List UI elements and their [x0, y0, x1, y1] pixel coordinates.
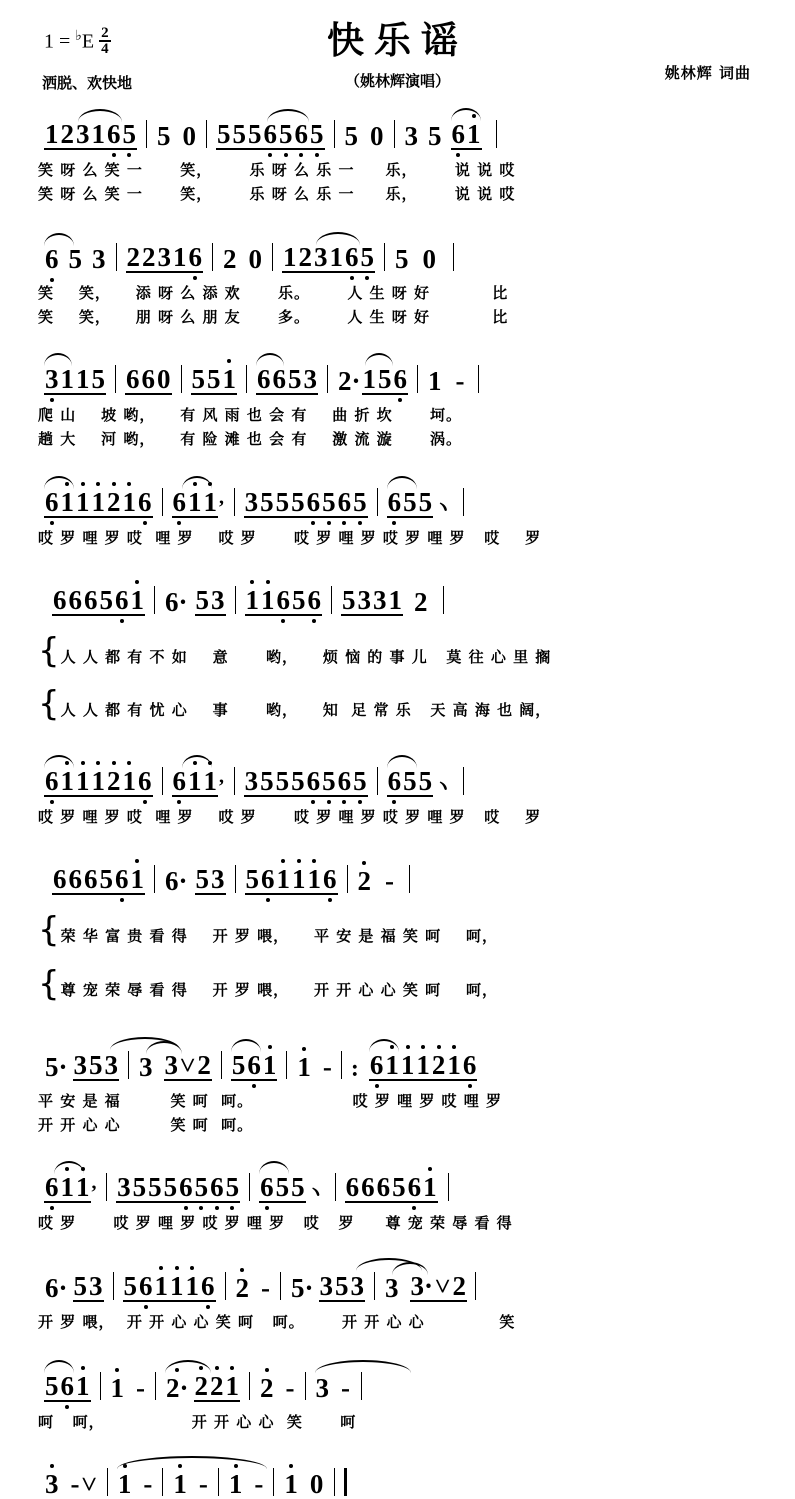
notes-row-9: 6 1 1 ʼ 3 5 5 5 6 5 6 5 6 5 5 ヽ 6 6 6 5 6 1: [38, 1163, 757, 1203]
system-7: [38, 829, 757, 1010]
lyrics-verse1-11: 呵 呵， 开 开 心 心 笑 呵: [38, 1412, 357, 1431]
lyrics-verse2-7: {尊 宠 荣 辱 看 得 开 罗 喂， 开 开 心 心 笑 呵 呵，: [38, 964, 498, 1005]
notes-row-8: 5· 3 5 3 3 3 ˅ 2 5 6 1 1 - : 6 1 1 1 2 1 6: [38, 1041, 757, 1081]
system-4: [38, 452, 757, 550]
system-1: [38, 96, 757, 207]
system-9: [38, 1137, 757, 1235]
notes-row-5: 6 6 6 5 6 1 6· 5 3 1 1 6 5 6 5 3 3 1 2: [38, 576, 757, 616]
lyrics-verse1-7-text: 荣 华 富 贵 看 得 开 罗 喂， 平 安 是 福 笑 呵 呵，: [60, 927, 498, 946]
notes-row-2: 6 5 3 2 2 3 1 6 2 0 1 2 3 1 6 5 5 0: [38, 233, 757, 273]
notes-row-7: 6 6 6 5 6 1 6· 5 3 5 6 1 1 1 6 2 -: [38, 855, 757, 895]
notes-row-6: 6 1 1 1 2 1 6 6 1 1 ʼ 3 5 5 5 6 5 6 5 6 5 5 ヽ: [38, 757, 757, 797]
performer-subtitle: （姚林辉演唱）: [344, 72, 450, 90]
lyrics-verse1-7: {荣 华 富 贵 看 得 开 罗 喂， 平 安 是 福 笑 呵 呵，: [38, 910, 498, 951]
time-signature-numerator: 2: [101, 25, 109, 41]
key-signature-text: 1 = ♭E: [44, 29, 95, 53]
lyrics-verse1-5-text: 人 人 都 有 不 如 意 哟， 烦 恼 的 事 儿 莫 往 心 里 搁: [60, 647, 552, 666]
notes-row-10: 6· 5 3 5 6 1 1 1 6 2 - 5· 3 5 3 3 3· ˅ 2: [38, 1262, 757, 1302]
system-8: [38, 1011, 757, 1138]
lyrics-verse2-5-text: 人 人 都 有 忧 心 事 哟， 知 足 常 乐 天 高 海 也 阔，: [60, 701, 552, 720]
key-signature: [44, 25, 111, 59]
notes-row-4: 6 1 1 1 2 1 6 6 1 1 ʼ 3 5 5 5 6 5 6 5 6 5 5 ヽ: [38, 478, 757, 518]
time-signature: [99, 26, 111, 57]
lyrics-verse2-7-text: 尊 宠 荣 辱 看 得 开 罗 喂， 开 开 心 心 笑 呵 呵，: [60, 981, 498, 1000]
system-10: [38, 1236, 757, 1334]
music-systems: [0, 96, 795, 1498]
lyrics-verse1-10: 开 罗 喂， 开 开 心 心 笑 呵 呵。 开 开 心 心 笑: [38, 1312, 516, 1331]
lyrics-verse1-6: 哎 罗 哩 罗 哎 哩 罗 哎 罗 哎 罗 哩 罗 哎 罗 哩 罗 哎 罗: [38, 808, 542, 827]
system-3: [38, 329, 757, 452]
system-12: [38, 1434, 757, 1498]
lyrics-verse1-9: 哎 罗 哎 罗 哩 罗 哎 罗 哩 罗 哎 罗 尊 宠 荣 辱 看 得: [38, 1214, 513, 1233]
lyrics-verse2-5: {人 人 都 有 忧 心 事 哟， 知 足 常 乐 天 高 海 也 阔，: [38, 684, 552, 725]
lyrics-verse1-8: 平 安 是 福 笑 呵 呵。 哎 罗 哩 罗 哎 哩 罗: [38, 1091, 502, 1110]
lyrics-verse1-3: 爬 山 坡 哟， 有 风 雨 也 会 有 曲 折 坎 坷。: [38, 406, 463, 424]
lyrics-verse2-8: 开 开 心 心 笑 呵 呵。: [38, 1116, 254, 1134]
system-6: [38, 731, 757, 829]
composer-credit: 姚林辉 词曲: [664, 64, 751, 82]
tempo-marking: 洒脱、欢快地: [42, 74, 133, 92]
lyrics-verse1-2: 笑 笑， 添 呀 么 添 欢 乐。 人 生 呀 好 比: [38, 283, 509, 302]
lyrics-verse2-3: 趟 大 河 哟， 有 险 滩 也 会 有 激 流 漩 涡。: [38, 430, 463, 449]
notes-row-3: 3 1 1 5 6 6 0 5 5 1 6 6 5 3 2· 1 5 6 1 -: [38, 355, 757, 395]
time-signature-denominator: 4: [101, 41, 109, 58]
page-title: 快乐谣: [327, 19, 468, 62]
system-5: [38, 550, 757, 731]
lyrics-verse2-2: 笑 笑， 朋 呀 么 朋 友 多。 人 生 呀 好 比: [38, 307, 509, 326]
lyrics-verse1-5: {人 人 都 有 不 如 意 哟， 烦 恼 的 事 儿 莫 往 心 里 搁: [38, 630, 552, 671]
notes-row-11: 5 6 1 1 - 2· 2 2 1 2 - 3 -: [38, 1362, 757, 1402]
system-11: [38, 1334, 757, 1434]
lyrics-verse1-4: 哎 罗 哩 罗 哎 哩 罗 哎 罗 哎 罗 哩 罗 哎 罗 哩 罗 哎 罗: [38, 528, 542, 547]
lyrics-verse2-1: 笑 呀 么 笑 一 笑， 乐 呀 么 乐 一 乐， 说 说 哎: [38, 185, 516, 204]
system-2: [38, 207, 757, 330]
notes-row-12: 3 - ˅ 1 - 1 - 1 - 1 0: [38, 1458, 757, 1498]
lyrics-verse1-1: 笑 呀 么 笑 一 笑， 乐 呀 么 乐 一 乐， 说 说 哎: [38, 161, 516, 179]
notes-row-1: 1 2 3 1 6 5 5 0 5 5 5 6 5 6 5 5 0 3 5 6 1: [38, 110, 757, 150]
